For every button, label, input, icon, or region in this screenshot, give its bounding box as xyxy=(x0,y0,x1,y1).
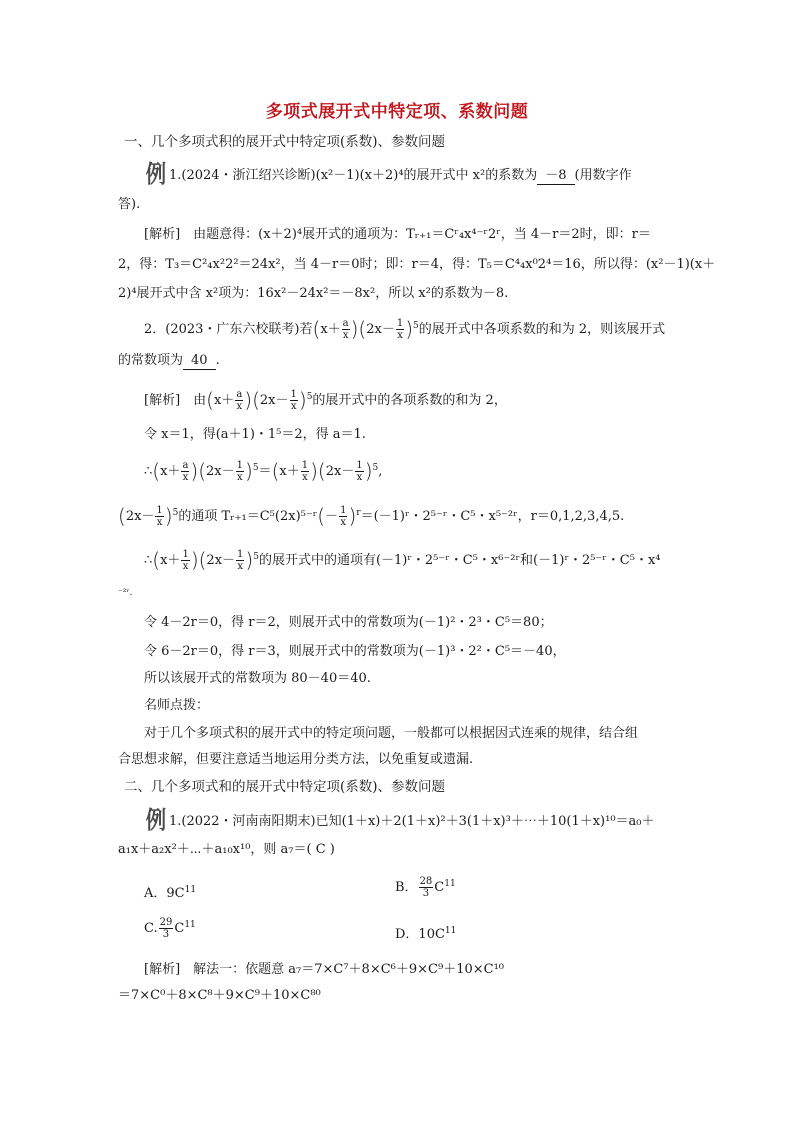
page-title: 多项式展开式中特定项、系数问题 xyxy=(265,102,529,122)
option-d: D．$10C^{11}$ xyxy=(395,926,457,942)
solution-2-line-9: 所以该展开式的常数项为 80－40＝40. xyxy=(144,671,371,686)
option-c: C. $\frac{29}{3}$ $C^{11}$ xyxy=(144,917,196,940)
example-mark-icon: 例 xyxy=(145,805,167,834)
example-2-line-2: 的常数项为 40 . xyxy=(118,353,220,368)
solution-2-line-7: 令 4－2r＝0，得 r＝2，则展开式中的常数项为(－1)²・2³・C⁵＝80； xyxy=(144,615,553,630)
solution-2-line-3: ∴(x＋ $\frac{a}{x}$ )(2x－ $\frac{1}{x}$ )$^5$＝(x＋ $\frac{1}{x}$ )(2x－ $\frac{1}{x}$ )$^5$, xyxy=(144,459,383,483)
solution-2-line-8: 令 6－2r＝0，得 r＝3，则展开式中的常数项为(－1)³・2²・C⁵＝－40， xyxy=(144,644,566,659)
option-a: A．$9C^{11}$ xyxy=(144,885,197,901)
option-b: B． $\frac{28}{3}$ $C^{11}$ xyxy=(395,876,456,899)
solution-1-line-3: 2)⁴展开式中含 x²项为：16x²－24x²＝－8x²，所以 x²的系数为－8. xyxy=(118,286,509,301)
tip-label: 名师点拨： xyxy=(144,698,210,713)
tip-line-1: 对于几个多项式积的展开式中的特定项问题，一般都可以根据因式连乘的规律，结合组 xyxy=(144,726,639,741)
answer-blank: 40 xyxy=(183,353,216,370)
answer-blank: －8 xyxy=(537,168,574,185)
solution-3-line-2: ＝7×C⁰＋8×C⁸＋9×C⁹＋10×C⁸⁰ xyxy=(118,988,321,1003)
solution-2-line-1: [解析] 由(x＋ $\frac{a}{x}$ )(2x－ $\frac{1}{x}$ )$^5$的展开式中的各项系数的和为 2， xyxy=(144,388,507,412)
solution-1-line-2: 2，得：T₃＝C²₄x²2²＝24x²，当 4－r＝0时；即：r＝4，得：T₅＝C⁴₄x⁰2⁴＝16，所以得：(x²－1)(x＋ xyxy=(118,257,716,272)
tip-line-2: 合思想求解，但要注意适当地运用分类方法，以免重复或遗漏. xyxy=(118,752,474,767)
solution-2-line-6: ⁻²ʳ. xyxy=(118,588,133,598)
example-2-line-1: 2．(2023・广东六校联考)若(x＋ $\frac{a}{x}$ )(2x－ $\frac{1}{x}$ )$^5$的展开式中各项系数的和为 2，则该展开式 xyxy=(144,317,666,341)
solution-3-line-1: [解析] 解法一：依题意 a₇＝7×C⁷＋8×C⁶＋9×C⁹＋10×C¹⁰ xyxy=(144,962,505,977)
example-1-line-2: 答). xyxy=(118,197,141,212)
solution-2-line-4: (2x－ $\frac{1}{x}$ )$^5$的通项 Tᵣ₊₁＝C⁵(2x)⁵⁻ʳ(－ $\frac{1}{x}$ )$^r$＝(－1)ʳ・2⁵⁻ʳ・C⁵・x⁵⁻²ʳ，r＝0,1,2,3,4,5. xyxy=(118,504,625,528)
solution-2-line-5: ∴(x＋ $\frac{1}{x}$ )(2x－ $\frac{1}{x}$ )$^5$的展开式中的通项有(－1)ʳ・2⁵⁻ʳ・C⁵・x⁶⁻²ʳ和(－1)ʳ・2⁵⁻ʳ・C⁵・x⁴ xyxy=(144,548,661,572)
solution-1-line-1: [解析] 由题意得：(x＋2)⁴展开式的通项为：Tᵣ₊₁＝Cʳ₄x⁴⁻ʳ2ʳ，当 4－r＝2时，即：r＝ xyxy=(144,227,651,242)
section-heading-1: 一、几个多项式积的展开式中特定项(系数)、参数问题 xyxy=(124,134,446,150)
example-1-line-1: 例 1.(2024・浙江绍兴诊断)(x²－1)(x＋2)⁴的展开式中 x²的系数为 －8 (用数字作 xyxy=(145,159,632,188)
example-3-line-1: 例 1.(2022・河南南阳期末)已知(1＋x)＋2(1＋x)²＋3(1＋x)³＋⋯＋10(1＋x)¹⁰＝a₀＋ xyxy=(145,805,655,834)
example-3-line-2: a₁x＋a₂x²＋⋯＋a₁₀x¹⁰，则 a₇＝( C ) xyxy=(118,842,335,857)
section-heading-2: 二、几个多项式和的展开式中特定项(系数)、参数问题 xyxy=(124,779,446,795)
solution-2-line-2: 令 x＝1，得(a＋1)・1⁵＝2，得 a＝1. xyxy=(144,427,366,442)
example-mark-icon: 例 xyxy=(145,159,167,188)
